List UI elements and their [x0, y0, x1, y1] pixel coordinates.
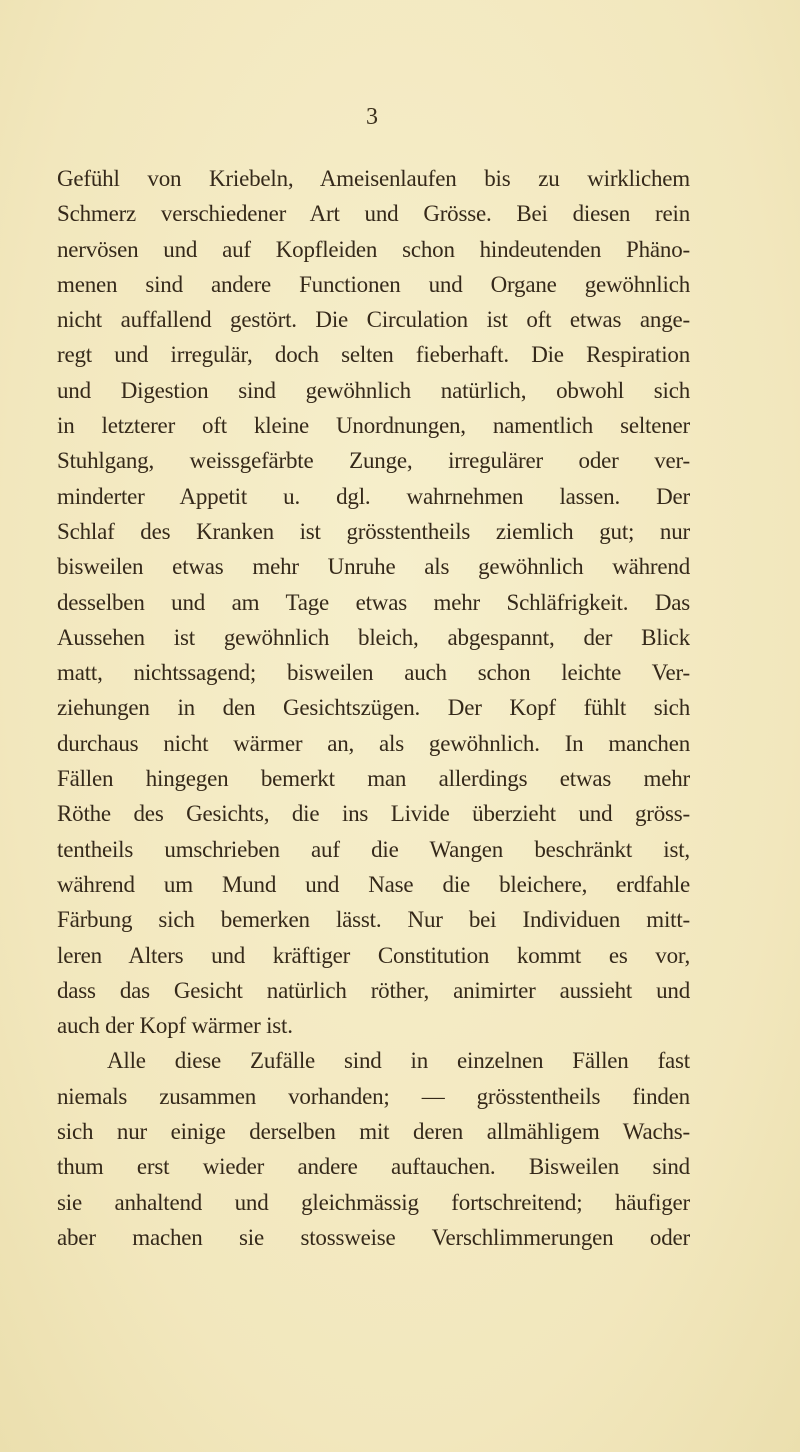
text-line: desselben und am Tage etwas mehr Schläfrigkeit. Das	[57, 589, 690, 615]
text-line: aber machen sie stossweise Verschlimmerungen oder	[57, 1224, 690, 1250]
text-line: und Digestion sind gewöhnlich natürlich, obwohl sich	[57, 377, 690, 403]
text-line: menen sind andere Functionen und Organe gewöhnlich	[57, 271, 690, 297]
text-line: dass das Gesicht natürlich röther, animirter aussieht und	[57, 977, 690, 1003]
text-line: Schlaf des Kranken ist grösstentheils ziemlich gut; nur	[57, 518, 690, 544]
text-line: Gefühl von Kriebeln, Ameisenlaufen bis zu wirklichem	[57, 166, 690, 191]
text-line: bisweilen etwas mehr Unruhe als gewöhnlich während	[57, 554, 690, 580]
text-line: leren Alters und kräftiger Constitution kommt es vor,	[57, 942, 690, 968]
body-text	[57, 161, 690, 1255]
paragraph-end-line: auch der Kopf wärmer ist.	[57, 1013, 293, 1039]
text-line: nervösen und auf Kopfleiden schon hindeutenden Phäno-	[57, 236, 690, 262]
text-line: sich nur einige derselben mit deren allmähligem Wachs-	[57, 1119, 690, 1145]
text-line: in letzterer oft kleine Unordnungen, namentlich seltener	[57, 413, 690, 439]
text-line: minderter Appetit u. dgl. wahrnehmen lassen. Der	[57, 483, 690, 509]
text-line: Röthe des Gesichts, die ins Livide überzieht und gröss-	[57, 801, 690, 827]
text-line: ziehungen in den Gesichtszügen. Der Kopf fühlt sich	[57, 695, 690, 721]
text-line: Stuhlgang, weissgefärbte Zunge, irregulärer oder ver-	[57, 448, 690, 474]
page-number: 3	[366, 104, 378, 130]
text-line: Aussehen ist gewöhnlich bleich, abgespannt, der Blick	[57, 624, 690, 650]
text-line: tentheils umschrieben auf die Wangen beschränkt ist,	[57, 836, 690, 862]
text-line: thum erst wieder andere auftauchen. Bisweilen sind	[57, 1154, 690, 1180]
text-line: Fällen hingegen bemerkt man allerdings etwas mehr	[57, 766, 690, 792]
text-line: niemals zusammen vorhanden; — grösstentheils finden	[57, 1083, 690, 1109]
text-line: regt und irregulär, doch selten fieberhaft. Die Respiration	[57, 342, 690, 368]
text-line: durchaus nicht wärmer an, als gewöhnlich. In manchen	[57, 730, 690, 756]
text-line: nicht auffallend gestört. Die Circulation ist oft etwas ange-	[57, 307, 690, 333]
text-line: Schmerz verschiedener Art und Grösse. Bei diesen rein	[57, 201, 690, 227]
text-line: sie anhaltend und gleichmässig fortschreitend; häufiger	[57, 1189, 690, 1215]
text-line: während um Mund und Nase die bleichere, erdfahle	[57, 871, 690, 897]
text-line: matt, nichtssagend; bisweilen auch schon leichte Ver-	[57, 660, 690, 686]
text-line: Färbung sich bemerken lässt. Nur bei Individuen mitt-	[57, 907, 690, 933]
paragraph-start-line: Alle diese Zufälle sind in einzelnen Fällen fast	[107, 1048, 690, 1074]
